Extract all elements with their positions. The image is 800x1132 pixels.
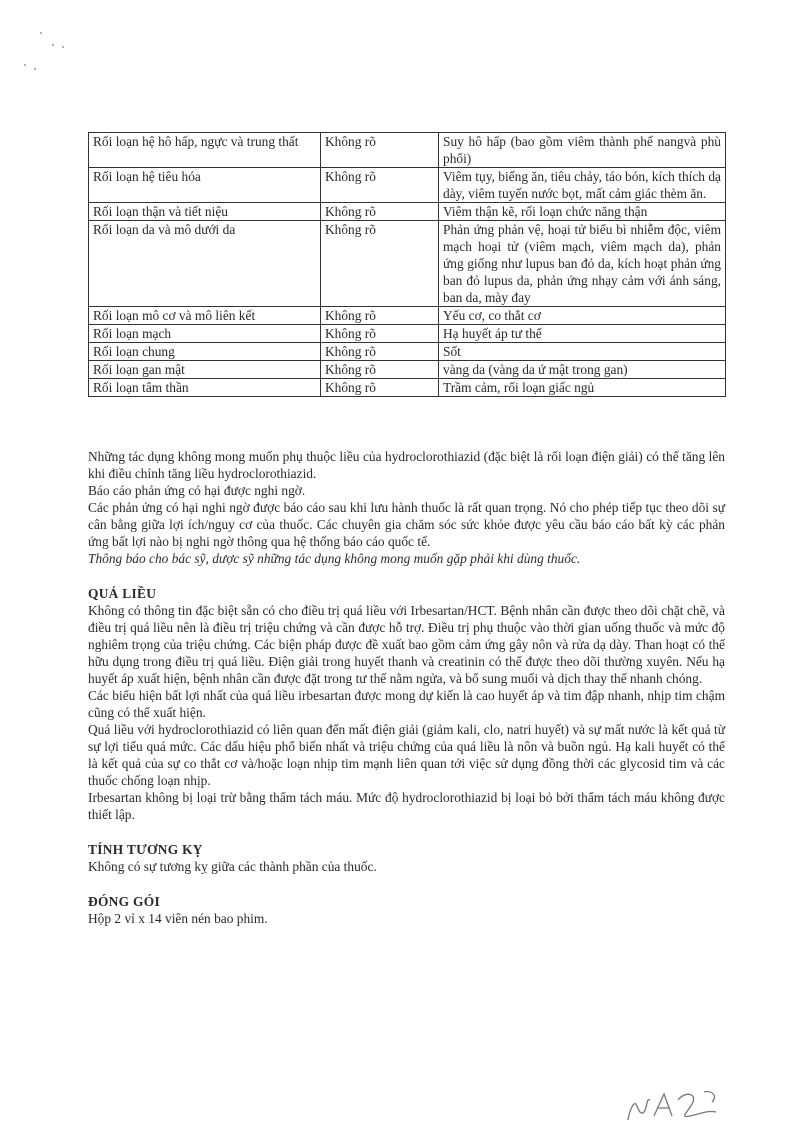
organ-system-cell: Rối loạn mô cơ và mô liên kết bbox=[89, 307, 321, 325]
incompatibility-heading: TÍNH TƯƠNG KỴ bbox=[88, 842, 203, 857]
adverse-effect-cell: Suy hô hấp (bao gồm viêm thành phế nangvà phù phổi) bbox=[439, 133, 726, 168]
organ-system-cell: Rối loạn chung bbox=[89, 343, 321, 361]
dose-dependent-note: Những tác dụng không mong muốn phụ thuộc liều của hydroclorothiazid (đặc biệt là rối loạn điện giải) có thể tăng lên khi điều chỉnh tăng liều hydroclorothiazid. bbox=[88, 449, 725, 481]
table-row bbox=[89, 361, 726, 379]
frequency-cell: Không rõ bbox=[321, 133, 439, 168]
table-row bbox=[89, 168, 726, 203]
reporting-importance: Các phản ứng có hại nghi ngờ được báo cáo sau khi lưu hành thuốc là rất quan trọng. Nó cho phép tiếp tục theo dõi sự cân bằng giữa lợi ích/nguy cơ của thuốc. Các chuyên gia chăm sóc sức khỏe được yêu cầu báo cáo bất kỳ các phản ứng bất lợi nào bị nghi ngờ thông qua hệ thống báo cáo quốc tế. bbox=[88, 500, 725, 549]
table-row bbox=[89, 325, 726, 343]
organ-system-cell: Rối loạn hệ tiêu hóa bbox=[89, 168, 321, 203]
overdose-paragraph-4: Irbesartan không bị loại trừ bằng thẩm tách máu. Mức độ hydroclorothiazid bị loại bỏ bởi thẩm tách máu không được thiết lập. bbox=[88, 790, 725, 822]
organ-system-cell: Rối loạn tâm thần bbox=[89, 379, 321, 397]
frequency-cell: Không rõ bbox=[321, 379, 439, 397]
adverse-effect-cell: Yếu cơ, co thắt cơ bbox=[439, 307, 726, 325]
adverse-effect-cell: Hạ huyết áp tư thế bbox=[439, 325, 726, 343]
report-suspected-reactions: Báo cáo phản ứng có hại được nghi ngờ. bbox=[88, 483, 306, 498]
overdose-paragraph-1: Không có thông tin đặc biệt sẵn có cho điều trị quá liều với Irbesartan/HCT. Bệnh nhân cần được theo dõi chặt chẽ, và điều trị quá liều nên là điều trị triệu chứng và cần được hỗ trợ. Điều trị phụ thuộc vào thời gian uống thuốc và mức độ nghiêm trọng của triệu chứng. Các biện pháp được đề xuất bao gồm cảm ứng gây nôn và rửa dạ dày. Than hoạt có thể hữu dụng trong điều trị quá liều. Điện giải trong huyết thanh và creatinin có thể được theo dõi thường xuyên. Nếu hạ huyết áp xuất hiện, bệnh nhân cần được đặt trong tư thế nằm ngửa, và bổ sung muối và dịch thay thế nhanh chóng. bbox=[88, 603, 725, 686]
organ-system-cell: Rối loạn da và mô dưới da bbox=[89, 221, 321, 307]
adverse-effect-cell: Sốt bbox=[439, 343, 726, 361]
packaging-text: Hộp 2 vỉ x 14 viên nén bao phim. bbox=[88, 911, 268, 926]
organ-system-cell: Rối loạn hệ hô hấp, ngực và trung thất bbox=[89, 133, 321, 168]
overdose-heading: QUÁ LIỀU bbox=[88, 586, 157, 601]
frequency-cell: Không rõ bbox=[321, 168, 439, 203]
frequency-cell: Không rõ bbox=[321, 203, 439, 221]
incompatibility-text: Không có sự tương kỵ giữa các thành phần của thuốc. bbox=[88, 859, 377, 874]
notify-doctor-note: Thông báo cho bác sỹ, dược sỹ những tác dụng không mong muốn gặp phải khi dùng thuốc. bbox=[88, 551, 581, 566]
table-row bbox=[89, 307, 726, 325]
document-body bbox=[88, 448, 725, 927]
frequency-cell: Không rõ bbox=[321, 325, 439, 343]
overdose-paragraph-2: Các biểu hiện bất lợi nhất của quá liều irbesartan được mong dự kiến là cao huyết áp và tim đập nhanh, nhịp tim chậm cũng có thể xuất hiện. bbox=[88, 688, 725, 720]
organ-system-cell: Rối loạn thận và tiết niệu bbox=[89, 203, 321, 221]
table-row bbox=[89, 203, 726, 221]
table-row bbox=[89, 221, 726, 307]
organ-system-cell: Rối loạn gan mật bbox=[89, 361, 321, 379]
handwritten-initials-signature bbox=[620, 1086, 730, 1126]
organ-system-cell: Rối loạn mạch bbox=[89, 325, 321, 343]
frequency-cell: Không rõ bbox=[321, 361, 439, 379]
adverse-effect-cell: Viêm thận kẽ, rối loạn chức năng thận bbox=[439, 203, 726, 221]
frequency-cell: Không rõ bbox=[321, 307, 439, 325]
overdose-paragraph-3: Quá liều với hydroclorothiazid có liên quan đến mất điện giải (giảm kali, clo, natri huyết) và sự mất nước là kết quả từ sự lợi tiểu quá mức. Các dấu hiệu phổ biến nhất và triệu chứng của quá liều là nôn và buồn ngủ. Hạ kali huyết có thể là kết quả của sự co thắt cơ và/hoặc loạn nhịp tim mạnh liên quan tới việc sử dụng đồng thời các glycosid tim và các thuốc chống loạn nhịp. bbox=[88, 722, 725, 788]
adverse-effect-cell: Trầm cảm, rối loạn giấc ngủ bbox=[439, 379, 726, 397]
frequency-cell: Không rõ bbox=[321, 221, 439, 307]
adverse-effect-cell: Viêm tụy, biếng ăn, tiêu chảy, táo bón, kích thích dạ dày, viêm tuyến nước bọt, mất cảm giác thèm ăn. bbox=[439, 168, 726, 203]
table-row bbox=[89, 133, 726, 168]
table-row bbox=[89, 379, 726, 397]
scan-specks bbox=[18, 30, 68, 80]
adverse-effects-table bbox=[88, 132, 726, 397]
adverse-effect-cell: vàng da (vàng da ứ mật trong gan) bbox=[439, 361, 726, 379]
adverse-effect-cell: Phản ứng phản vệ, hoại tử biểu bì nhiễm độc, viêm mạch hoại tử (viêm mạch, viêm mạch da), phản ứng giống như lupus ban đỏ da, kích hoạt phản ứng ban đỏ lupus da, phản ứng nhạy cảm với ánh sáng, ban da, mày đay bbox=[439, 221, 726, 307]
packaging-heading: ĐÓNG GÓI bbox=[88, 894, 160, 909]
frequency-cell: Không rõ bbox=[321, 343, 439, 361]
table-row bbox=[89, 343, 726, 361]
